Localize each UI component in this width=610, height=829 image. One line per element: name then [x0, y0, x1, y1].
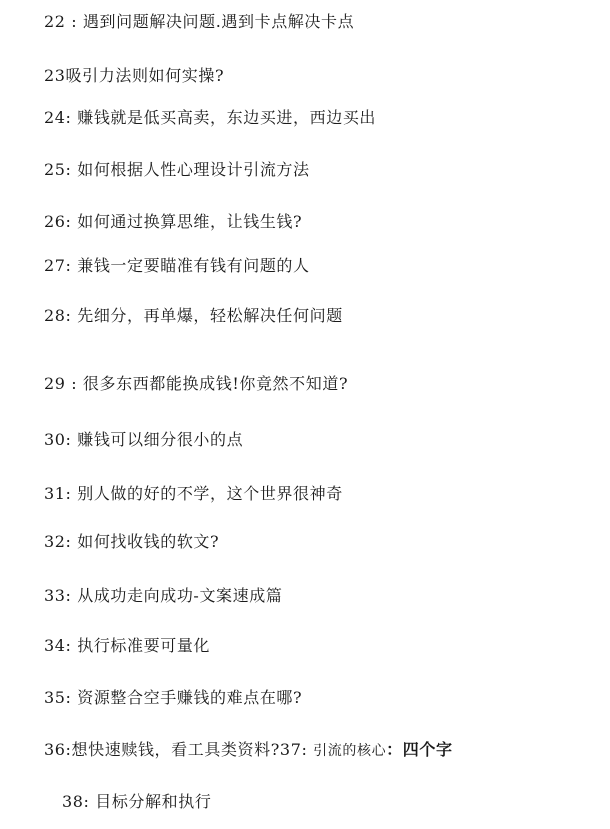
item-28: 28: 先细分，再单爆，轻松解决任何问题: [44, 306, 343, 325]
item-38: 38: 目标分解和执行: [62, 792, 212, 811]
item-24: 24: 赚钱就是低买高卖，东边买进，西边买出: [44, 108, 377, 127]
item-37-label: 引流的核心: [313, 743, 387, 759]
item-25: 25: 如何根据人性心理设计引流方法: [44, 160, 310, 179]
item-26: 26: 如何通过换算思维，让钱生钱?: [44, 212, 303, 231]
item-34: 34: 执行标准要可量化: [44, 636, 211, 655]
item-27: 27: 兼钱一定要瞄准有钱有问题的人: [44, 256, 310, 275]
item-36-37-row: [44, 740, 453, 761]
item-35: 35: 资源整合空手赚钱的难点在哪?: [44, 688, 303, 707]
item-37-emphasis: ：四个字: [386, 740, 453, 759]
item-33: 33: 从成功走向成功-文案速成篇: [44, 586, 283, 605]
item-29: 29 : 很多东西都能换成钱!你竟然不知道?: [44, 374, 349, 393]
item-22: 22 : 遇到问题解决问题.遇到卡点解决卡点: [44, 12, 355, 31]
item-30: 30: 赚钱可以细分很小的点: [44, 430, 244, 449]
item-36: 36:想快速赎钱，看工具类资料?37:: [44, 740, 314, 759]
item-23: 23吸引力法则如何实操?: [44, 66, 225, 85]
item-31: 31: 别人做的好的不学，这个世界很神奇: [44, 484, 343, 503]
item-32: 32: 如何找收钱的软文?: [44, 532, 220, 551]
